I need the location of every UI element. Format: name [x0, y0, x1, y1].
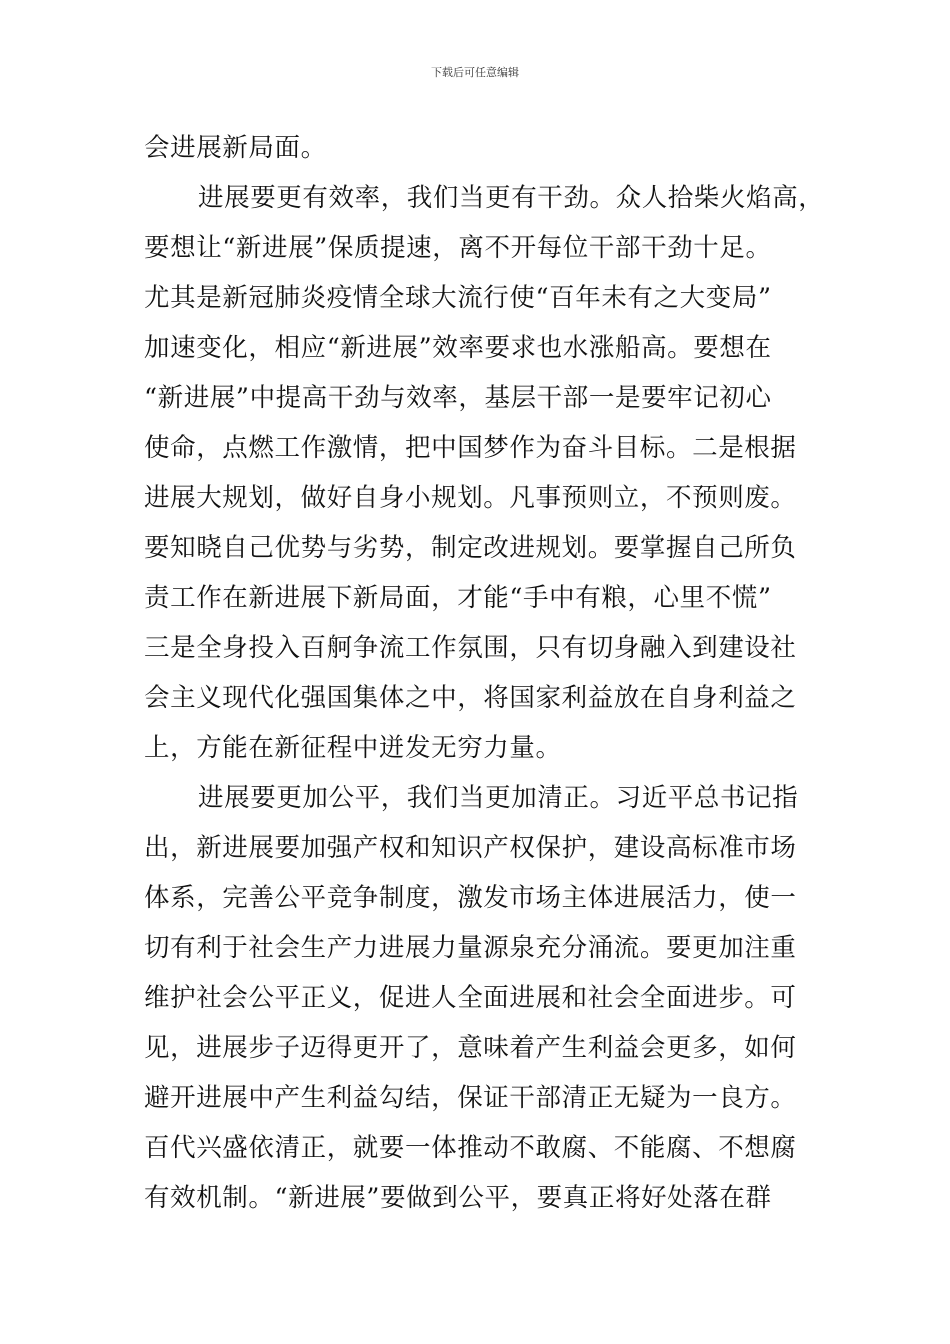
text-line: 百代兴盛依清正，就要一体推动不敢腐、不能腐、不想腐: [144, 1133, 797, 1163]
text-line: 维护社会公平正义，促进人全面进展和社会全面进步。可: [144, 983, 797, 1013]
text-line: 有效机制。“新进展”要做到公平，要真正将好处落在群: [144, 1183, 772, 1213]
text-line: 会进展新局面。: [144, 133, 327, 163]
text-line: 上，方能在新征程中迸发无穷力量。: [144, 733, 562, 763]
page-header: 下载后可任意编辑: [431, 66, 519, 79]
text-line: 出，新进展要加强产权和知识产权保护，建设高标准市场: [144, 833, 797, 863]
text-line: 责工作在新进展下新局面，才能“手中有粮，心里不慌”: [144, 583, 772, 613]
document-body: [144, 123, 834, 1223]
text-line: 要知晓自己优势与劣势，制定改进规划。要掌握自己所负: [144, 533, 797, 563]
text-line: 尤其是新冠肺炎疫情全球大流行使“百年未有之大变局”: [144, 283, 772, 313]
text-line: 避开进展中产生利益勾结，保证干部清正无疑为一良方。: [144, 1083, 797, 1113]
paragraph-start-line: 进展要更加公平，我们当更加清正。习近平总书记指: [198, 783, 799, 813]
text-line: 加速变化，相应“新进展”效率要求也水涨船高。要想在: [144, 333, 772, 363]
text-line: 要想让“新进展”保质提速，离不开每位干部干劲十足。: [144, 233, 772, 263]
text-line: 使命，点燃工作激情，把中国梦作为奋斗目标。二是根据: [144, 433, 797, 463]
text-line: 见，进展步子迈得更开了，意味着产生利益会更多，如何: [144, 1033, 797, 1063]
paragraph-start-line: 进展要更有效率，我们当更有干劲。众人拾柴火焰高，: [198, 183, 825, 213]
text-line: 三是全身投入百舸争流工作氛围，只有切身融入到建设社: [144, 633, 797, 663]
text-line: 体系，完善公平竞争制度，激发市场主体进展活力，使一: [144, 883, 797, 913]
text-line: 进展大规划，做好自身小规划。凡事预则立，不预则废。: [144, 483, 797, 513]
text-line: “新进展”中提高干劲与效率，基层干部一是要牢记初心: [144, 383, 772, 413]
text-line: 会主义现代化强国集体之中，将国家利益放在自身利益之: [144, 683, 797, 713]
text-line: 切有利于社会生产力进展力量源泉充分涌流。要更加注重: [144, 933, 797, 963]
